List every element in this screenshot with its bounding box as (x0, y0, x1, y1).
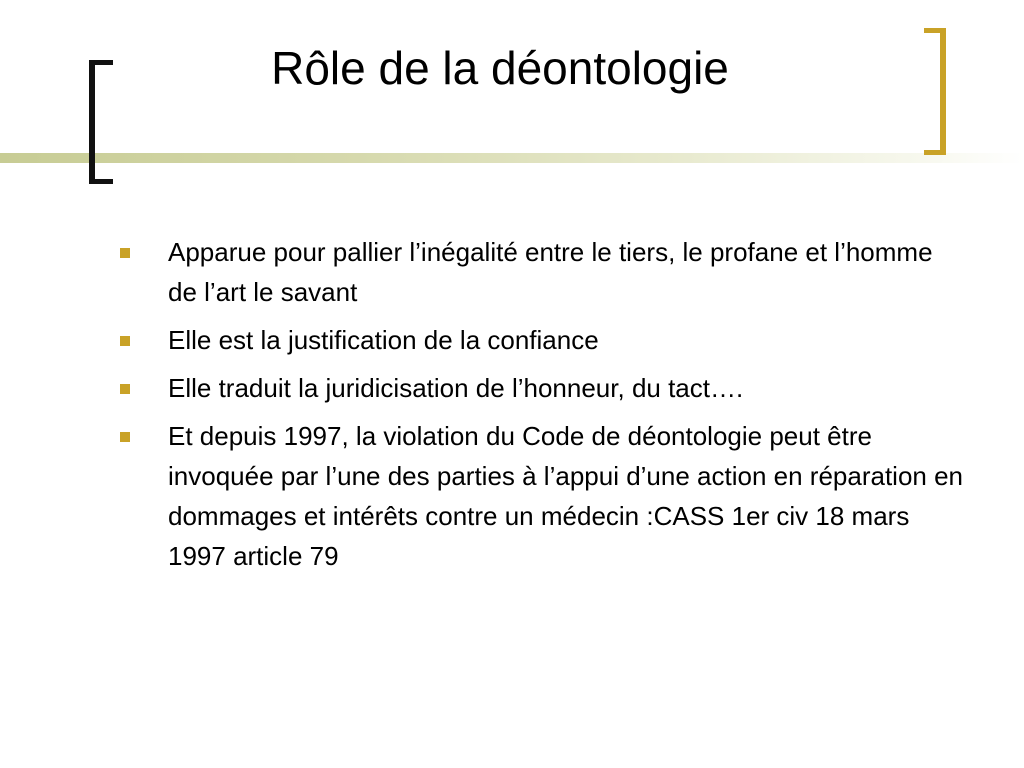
bullet-list (118, 232, 968, 584)
square-bullet-icon (120, 384, 130, 394)
bullet-item (118, 368, 968, 408)
bullet-text: Et depuis 1997, la violation du Code de déontologie peut être invoquée par l’une des parties à l’appui d’une action en réparation en dommages et intérêts contre un médecin :CASS 1er civ 18 mars 1997 article 79 (168, 421, 964, 571)
bullet-text: Elle est la justification de la confiance (168, 325, 599, 355)
bullet-text: Apparue pour pallier l’inégalité entre le tiers, le profane et l’homme de l’art le savant (168, 237, 933, 307)
slide-title: Rôle de la déontologie (271, 42, 729, 94)
bullet-item (118, 232, 968, 312)
square-bullet-icon (120, 248, 130, 258)
bullet-item (118, 416, 968, 576)
bullet-text: Elle traduit la juridicisation de l’honneur, du tact…. (168, 373, 744, 403)
bullet-item (118, 320, 968, 360)
header-decorative-band (0, 153, 1024, 163)
square-bullet-icon (120, 432, 130, 442)
left-bracket-decoration (89, 60, 113, 184)
square-bullet-icon (120, 336, 130, 346)
right-bracket-decoration (924, 28, 946, 155)
